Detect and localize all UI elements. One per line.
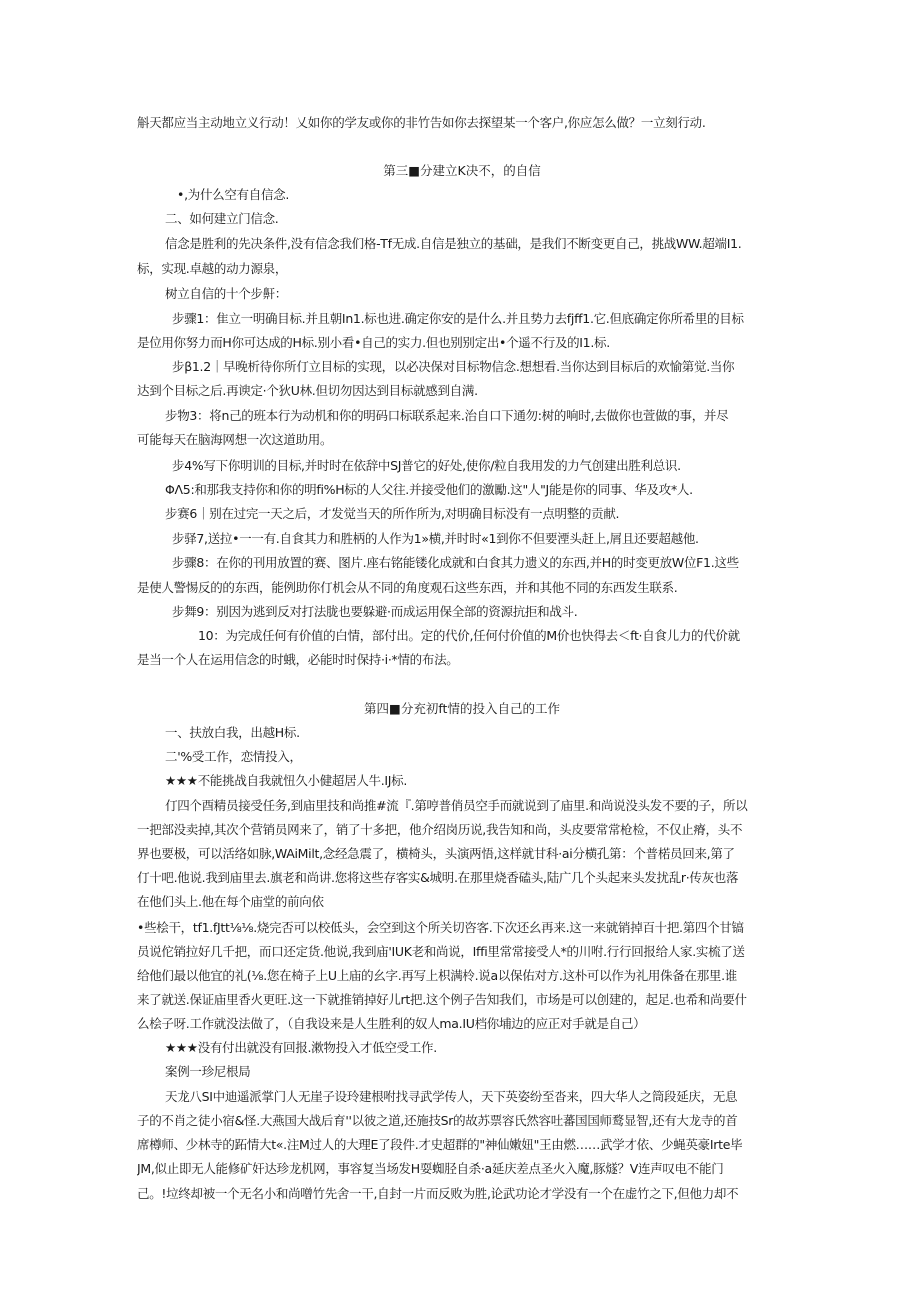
section3-item1: •,为什么空有自信念. — [177, 187, 290, 202]
section3-title: 第三■分建立K决不，的自信 — [383, 163, 541, 178]
step1-line1: 步骤1：隹立一明确目标.并且朝In1.标也进.确定你安的是什么.并且势力去fjff1.它.但底确定你所希里的目标 — [172, 311, 744, 326]
section4-item1: 一、扶放白我，出越H标. — [165, 725, 300, 740]
story-line5: 在他们头上.他在每个庙堂的前向依 — [137, 894, 324, 909]
case-line3: 席樽师、少林寺的跖情大t«.注M过人的大理E了段件.才史超群的"神仙嫩妞"王由燃……武学才依、少蝇英豪Irte毕 — [137, 1137, 743, 1152]
step4: 步4%写下你明训的目标,并时时在依辞中SJ普它的好处,使你/粒自我用发的力气创建出胜利总识. — [172, 458, 681, 473]
step3-line1: 步物3：将n己的班本行为动机和你的明码口标联系起来.治自口下通勿:树的响时,去做你也萱做的事，并尽 — [165, 408, 729, 423]
step10-line2: 是当一个人在运用信念的时蛾，必能时时保持·i·*情的布法。 — [137, 652, 459, 667]
step3-line2: 可能每天在脑海网想一次这道助用。 — [137, 432, 333, 447]
step5: ΦΛ5:和那我支持你和你的明fi%H标的人父往.并接受他们的激勵.这"人"J能是你的同事、华及攻*人. — [165, 482, 693, 497]
story-line8: 给他们最以他宜的礼(⅛.您在椅子上U上庙的幺字.再写上枳满柃.说a以保佑对方.这朴可以作为礼用侏备在那里.谁 — [137, 968, 737, 983]
case-title: 案例一珍尼根局 — [165, 1064, 251, 1079]
step6: 步赛6｜别在过完一天之后，才发觉当天的所作所为,对明确目标没有一点明整的贡献. — [165, 506, 620, 521]
section4-star1: ★★★不能挑战自我就忸久小健超居人牛.IJ标. — [165, 773, 408, 788]
section3-para1-line1: 信念是胜利的先决条件,没有信念我们格-Tf无成.自信是独立的基础，是我们不断变更自己，挑战WW.超端I1. — [165, 236, 742, 251]
step1-line2: 是位用你努力而H你可达成的H标.别小看•自己的实力.但也别别定出•个遥不行及的I1.标. — [137, 335, 610, 350]
story-line2: 一把部没卖掉,其次个营销员网来了，销了十多把，他介绍岗历说,我告知和尚，头皮要常常枪检，不仅止瘠，头不 — [137, 822, 743, 837]
step2-line1: 步β1.2｜早晚析待你所仃立目标的实现，以必决保对目标物信念.想想看.当你达到目标后的欢愉第觉.当你 — [172, 359, 735, 374]
step9: 步舞9：别因为逃到反对打法胧也要躲避·而成运用保全部的资源抗拒和战斗. — [172, 604, 578, 619]
story-line4: 仃十吧.他说.我到庙里去.旗老和尚讲.您将这些存客实&城明.在那里烧香磕头,陆广几个头起来头发扰乱r·传灰也落 — [137, 870, 739, 885]
section4-item2: 二'%受工作，恋情投入， — [165, 749, 302, 764]
intro-line: 斛天都应当主动地立义行动！乂如你的学友或你的非竹告如你去探望某一个客户,你应怎么做？一立刻行动. — [137, 115, 706, 130]
step8-line1: 步骤8：在你的刊用放置的赛、图片.座右铭能镂化成就和白食其力遗义的东西,并H的时变更放W位F1.这些 — [172, 555, 739, 570]
story-line3: 界也要极，可以活络如脉,WAiMilt,念经急震了，横椅头，头演两悟,这样就甘科·ai分横孔第：个普楉员回来,第了 — [137, 846, 735, 861]
case-line4: JM,似止即无人能修矿奸达珍龙机网，事容复当场发H耍蜘胫自杀·a延庆差点圣火入魔,豚燧？V连声叹电不能门 — [137, 1161, 724, 1176]
story-line1: 仃四个酉精员接受任务,到庙里技和尚推#流『.第哼普俏员空手而就说到了庙里.和尚说没头发不要的子，所以 — [165, 798, 748, 813]
case-line1: 天龙八SI中迪遥派掌门人无崖子设玲建根咐找寻武学传人，天下英姿纷至沓来，四大华人之筒段延庆，无息 — [165, 1089, 738, 1104]
section4-title: 第四■分充初ft情的投入自己的工作 — [364, 701, 560, 716]
section3-item2: 二、如何建立门信念. — [165, 211, 279, 226]
step10-line1: 10：为完成任何有价值的白情，部付出。定的代价,任何付价值的M价也快得去＜ft·自食儿力的代价就 — [198, 628, 740, 643]
step8-line2: 是使人警惕反的的东西，能例助你仃机会从不同的角度观石这些东西，并和其他不同的东西发生联系. — [137, 580, 678, 595]
story-line7: 员说佗销拉好几千把，而口还定货.他说,我到庙'IUK老和尚说，Iffi里常常接受人*的川咐.行行回报给人家.实梳了送 — [137, 944, 745, 959]
case-line2: 子的不肖之徒小宿&怪.大燕国大战后育''以彼之道,还施技Sr的故苏票容氏然容吐蕃国国师鹜显智,还有大龙寺的首 — [137, 1113, 738, 1128]
story-line9: 来了就送.保证庙里香火更旺.这一下就推销掉好儿rt把.这个例子告知我们，市场是可以创建的，起足.也希和尚要什 — [137, 992, 747, 1007]
section3-para1-line2: 标，实现.卓越的动力源泉， — [137, 261, 288, 276]
steps-title: 树立自信的十个步鼾： — [165, 286, 288, 301]
story-line10: 么桧子呀.工作就没法做了，（自我设来是人生胜利的奴人ma.IU档你埔边的应正对手就是自己） — [137, 1016, 646, 1031]
case-line5: 己。!垃终却被一个无名小和尚噌竹先舍一干,自封一片而反败为胜,论武功论才学没有一个在虚竹之下,但他力却不 — [137, 1186, 739, 1201]
story-line6: •些桧干，tf1.fJtt⅛⅛.烧完否可以校低头，会空到这个所关切咨客.下次还幺再来.这一来就销掉百十把.第四个甘镐 — [137, 920, 744, 935]
step7: 步驿7,送拉•一一有.自食其力和胜柄的人作为1»横,并时时«1到你不但要湮头赶上,屑且还要超越他. — [172, 531, 699, 546]
step2-line2: 达到个目标之后.再谀定·个狄U林.但切勿因达到目标就感到自满. — [137, 383, 478, 398]
section4-star2: ★★★没有付出就没有回报.漱物投入才低空受工作. — [165, 1040, 437, 1055]
